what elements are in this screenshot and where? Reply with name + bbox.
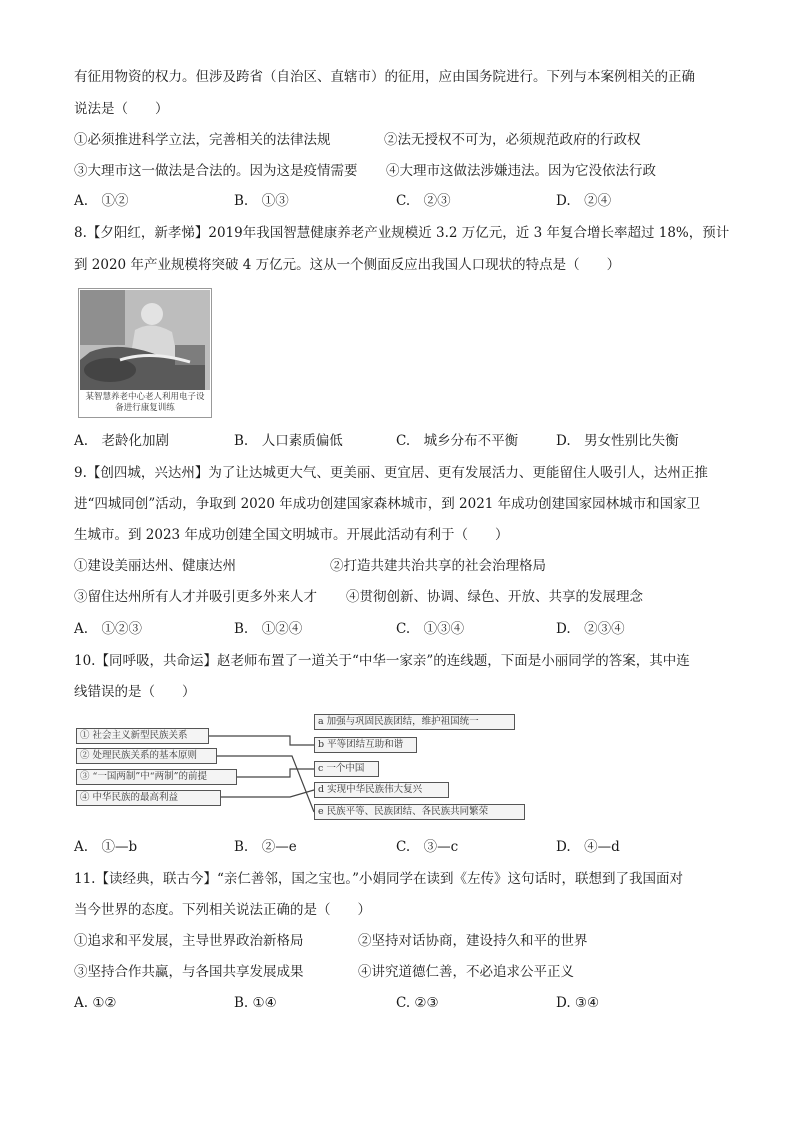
q7-option-d: D. ②④ (556, 193, 612, 209)
q11-statement-4: ④讲究道德仁善，不必追求公平正义 (358, 964, 574, 980)
q9-stem-line-2: 进“四城同创”活动，争取到 2020 年成功创建国家森林城市，到 2021 年成功创建国家园林城市和国家卫 (74, 496, 701, 512)
q7-statement-1: ①必须推进科学立法，完善相关的法律法规 (74, 132, 331, 148)
q8-figure-caption: 某智慧养老中心老人利用电子设备进行康复训练 (85, 392, 205, 413)
q9-option-b: B. ①②④ (234, 621, 303, 637)
q8-stem-line-2: 到 2020 年产业规模将突破 4 万亿元。这从一个侧面反应出我国人口现状的特点是（ ） (74, 257, 621, 273)
q9-stem-line-1: 9.【创四城，兴达州】为了让达城更大气、更美丽、更宜居、更有发展活力、更能留住人吸引人，达州正推 (74, 465, 708, 481)
q10-stem-line-1: 10.【同呼吸，共命运】赵老师布置了一道关于“中华一家亲”的连线题，下面是小丽同学的答案，其中连 (74, 653, 690, 669)
q9-statement-4: ④贯彻创新、协调、绿色、开放、共享的发展理念 (346, 589, 643, 605)
q9-statement-3: ③留住达州所有人才并吸引更多外来人才 (74, 589, 317, 605)
q11-statement-2: ②坚持对话协商，建设持久和平的世界 (358, 933, 588, 949)
q10-right-item-a: a 加强与巩固民族团结，维护祖国统一 (314, 714, 515, 730)
q7-statement-3: ③大理市这一做法是合法的。因为这是疫情需要 (74, 163, 358, 179)
q7-statement-4: ④大理市这做法涉嫌违法。因为它没依法行政 (386, 163, 656, 179)
q8-option-a: A. 老龄化加剧 (74, 433, 170, 449)
q9-statement-2: ②打造共建共治共享的社会治理格局 (330, 558, 546, 574)
q7-stem-line-2: 说法是（ ） (74, 101, 169, 117)
q10-option-d: D. ④—d (556, 839, 620, 855)
q11-option-c: C. ②③ (396, 995, 439, 1011)
q11-option-d: D. ③④ (556, 995, 600, 1011)
q10-option-b: B. ②—e (234, 839, 297, 855)
q11-statement-1: ①追求和平发展，主导世界政治新格局 (74, 933, 304, 949)
q11-stem-line-1: 11.【读经典，联古今】“亲仁善邻，国之宝也。”小娟同学在读到《左传》这句话时，联想到了我国面对 (74, 871, 684, 887)
q7-statement-2: ②法无授权不可为，必须规范政府的行政权 (384, 132, 641, 148)
q10-left-item-4: ④ 中华民族的最高利益 (76, 790, 221, 806)
q7-stem-line-1: 有征用物资的权力。但涉及跨省（自治区、直辖市）的征用，应由国务院进行。下列与本案例相关的正确 (74, 69, 695, 85)
q10-right-item-e: e 民族平等、民族团结、各民族共同繁荣 (314, 804, 525, 820)
q9-option-d: D. ②③④ (556, 621, 625, 637)
q10-left-item-2: ② 处理民族关系的基本原则 (76, 748, 217, 764)
q9-stem-line-3: 生城市。到 2023 年成功创建全国文明城市。开展此活动有利于（ ） (74, 527, 509, 543)
q7-option-a: A. ①② (74, 193, 129, 209)
q10-right-item-b: b 平等团结互助和谐 (314, 737, 417, 753)
q7-option-c: C. ②③ (396, 193, 451, 209)
q11-option-b: B. ①④ (234, 995, 277, 1011)
q8-option-b: B. 人口素质偏低 (234, 433, 343, 449)
q8-option-d: D. 男女性别比失衡 (556, 433, 679, 449)
q10-right-item-d: d 实现中华民族伟大复兴 (314, 782, 449, 798)
q9-statement-1: ①建设美丽达州、健康达州 (74, 558, 236, 574)
q10-left-item-3: ③ “一国两制”中“两制”的前提 (76, 769, 237, 785)
q10-stem-line-2: 线错误的是（ ） (74, 684, 196, 700)
q10-left-item-1: ① 社会主义新型民族关系 (76, 728, 209, 744)
q10-right-item-c: c 一个中国 (314, 761, 379, 777)
q10-option-a: A. ①—b (74, 839, 138, 855)
q11-statement-3: ③坚持合作共赢，与各国共享发展成果 (74, 964, 304, 980)
q8-option-c: C. 城乡分布不平衡 (396, 433, 519, 449)
q9-option-c: C. ①③④ (396, 621, 465, 637)
q10-option-c: C. ③—c (396, 839, 459, 855)
q8-stem-line-1: 8.【夕阳红，新孝悌】2019年我国智慧健康养老产业规模近 3.2 万亿元，近 3 年复合增长率超过 18%，预计 (74, 225, 730, 241)
q7-option-b: B. ①③ (234, 193, 289, 209)
q11-option-a: A. ①② (74, 995, 117, 1011)
q9-option-a: A. ①②③ (74, 621, 143, 637)
q11-stem-line-2: 当今世界的态度。下列相关说法正确的是（ ） (74, 902, 371, 918)
